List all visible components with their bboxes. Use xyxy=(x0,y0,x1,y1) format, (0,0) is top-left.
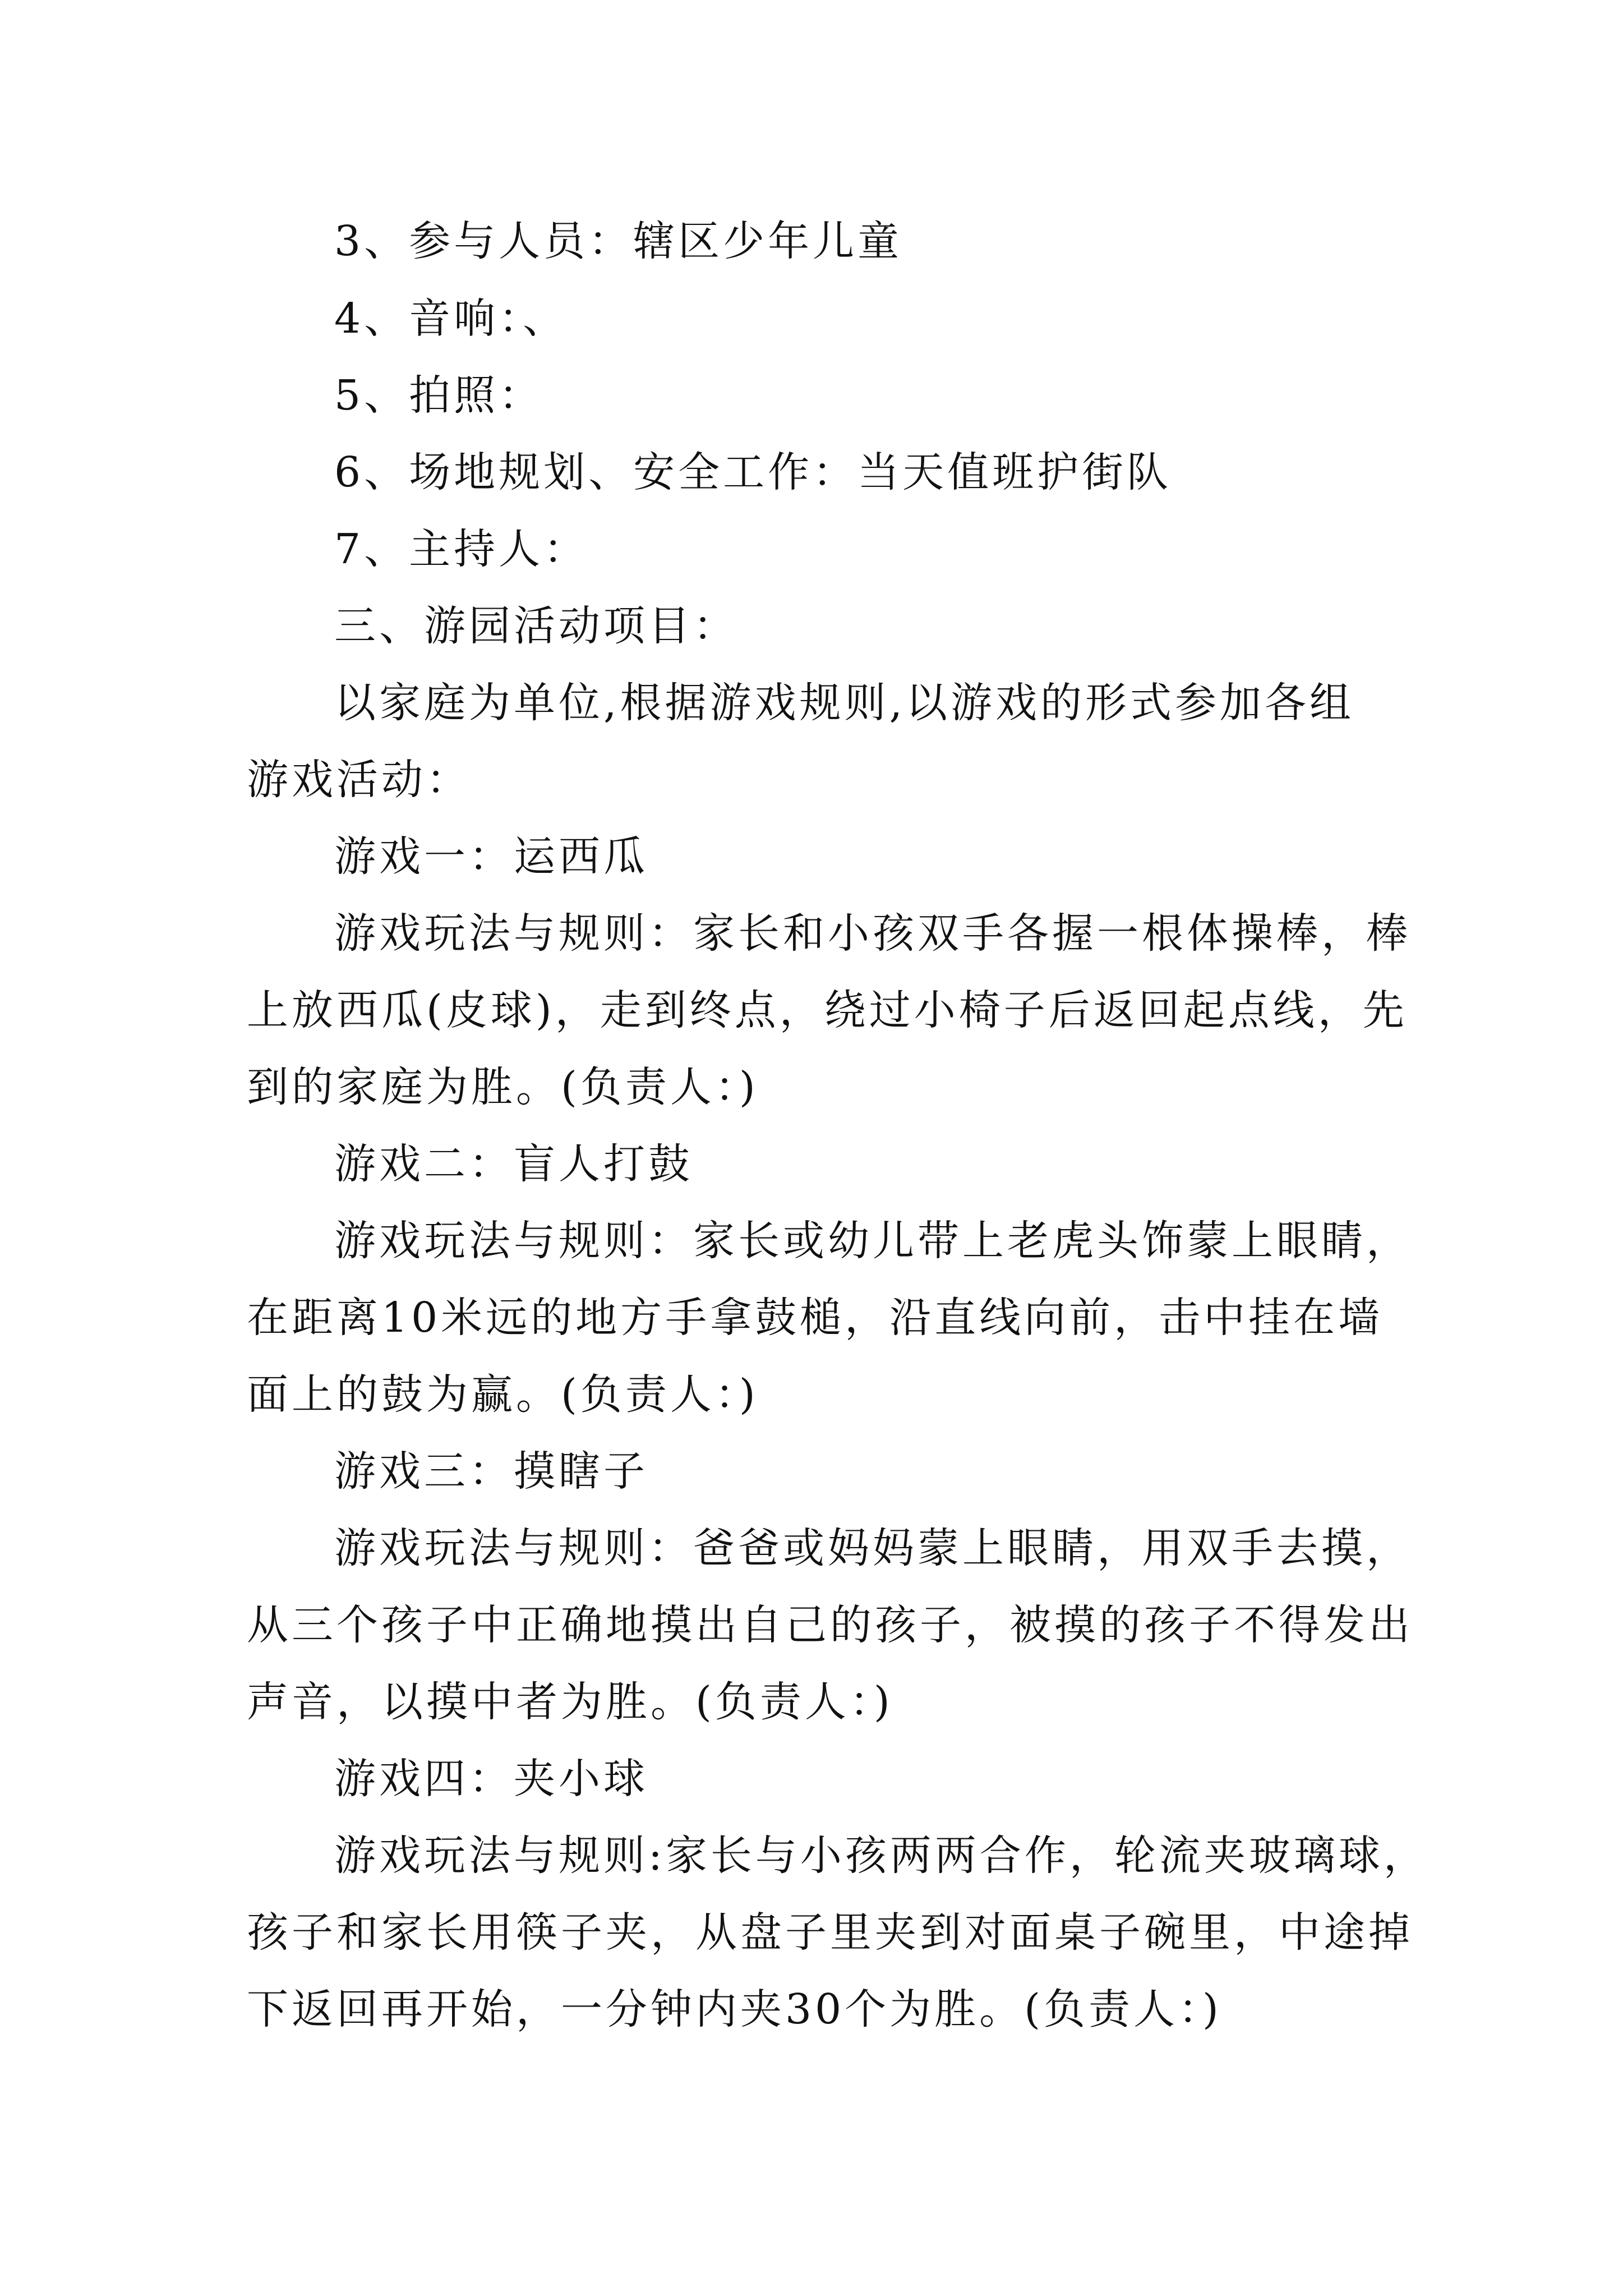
list-item-photography: 5、拍照： xyxy=(334,371,544,420)
list-item-audio: 4、音响：、 xyxy=(334,295,568,343)
paragraph-line: 游戏玩法与规则:家长与小孩两两合作，轮流夹玻璃球， xyxy=(334,1832,1428,1880)
game-title-3: 游戏三：摸瞎子 xyxy=(334,1447,648,1496)
paragraph-line: 以家庭为单位,根据游戏规则,以游戏的形式参加各组 xyxy=(334,679,1355,727)
section-heading-activities: 三、游园活动项目： xyxy=(334,602,738,650)
paragraph-line: 游戏玩法与规则：爸爸或妈妈蒙上眼睛，用双手去摸， xyxy=(334,1524,1411,1572)
paragraph-line: 游戏玩法与规则：家长或幼儿带上老虎头饰蒙上眼睛， xyxy=(334,1217,1411,1265)
list-item-host: 7、主持人： xyxy=(334,525,589,573)
game-title-2: 游戏二：盲人打鼓 xyxy=(334,1140,693,1188)
paragraph-line: 声音，以摸中者为胜。(负责人：) xyxy=(247,1678,893,1726)
paragraph-line: 游戏玩法与规则：家长和小孩双手各握一根体操棒，棒 xyxy=(334,909,1411,958)
game-title-1: 游戏一：运西瓜 xyxy=(334,832,648,881)
paragraph-line: 游戏活动： xyxy=(247,756,471,804)
paragraph-line: 上放西瓜(皮球)，走到终点，绕过小椅子后返回起点线，先 xyxy=(247,986,1408,1034)
paragraph-line: 孩子和家长用筷子夹，从盘子里夹到对面桌子碗里，中途掉 xyxy=(247,1908,1413,1957)
list-item-venue-safety: 6、场地规划、安全工作：当天值班护街队 xyxy=(334,448,1172,496)
paragraph-line: 面上的鼓为赢。(负责人：) xyxy=(247,1370,759,1419)
paragraph-line: 到的家庭为胜。(负责人：) xyxy=(247,1063,759,1111)
game-title-4: 游戏四：夹小球 xyxy=(334,1755,648,1803)
paragraph-line: 在距离10米远的地方手拿鼓槌，沿直线向前，击中挂在墙 xyxy=(247,1294,1384,1342)
list-item-participants: 3、参与人员：辖区少年儿童 xyxy=(334,217,903,265)
paragraph-line: 下返回再开始，一分钟内夹30个为胜。(负责人：) xyxy=(247,1985,1222,2033)
paragraph-line: 从三个孩子中正确地摸出自己的孩子，被摸的孩子不得发出 xyxy=(247,1601,1413,1649)
